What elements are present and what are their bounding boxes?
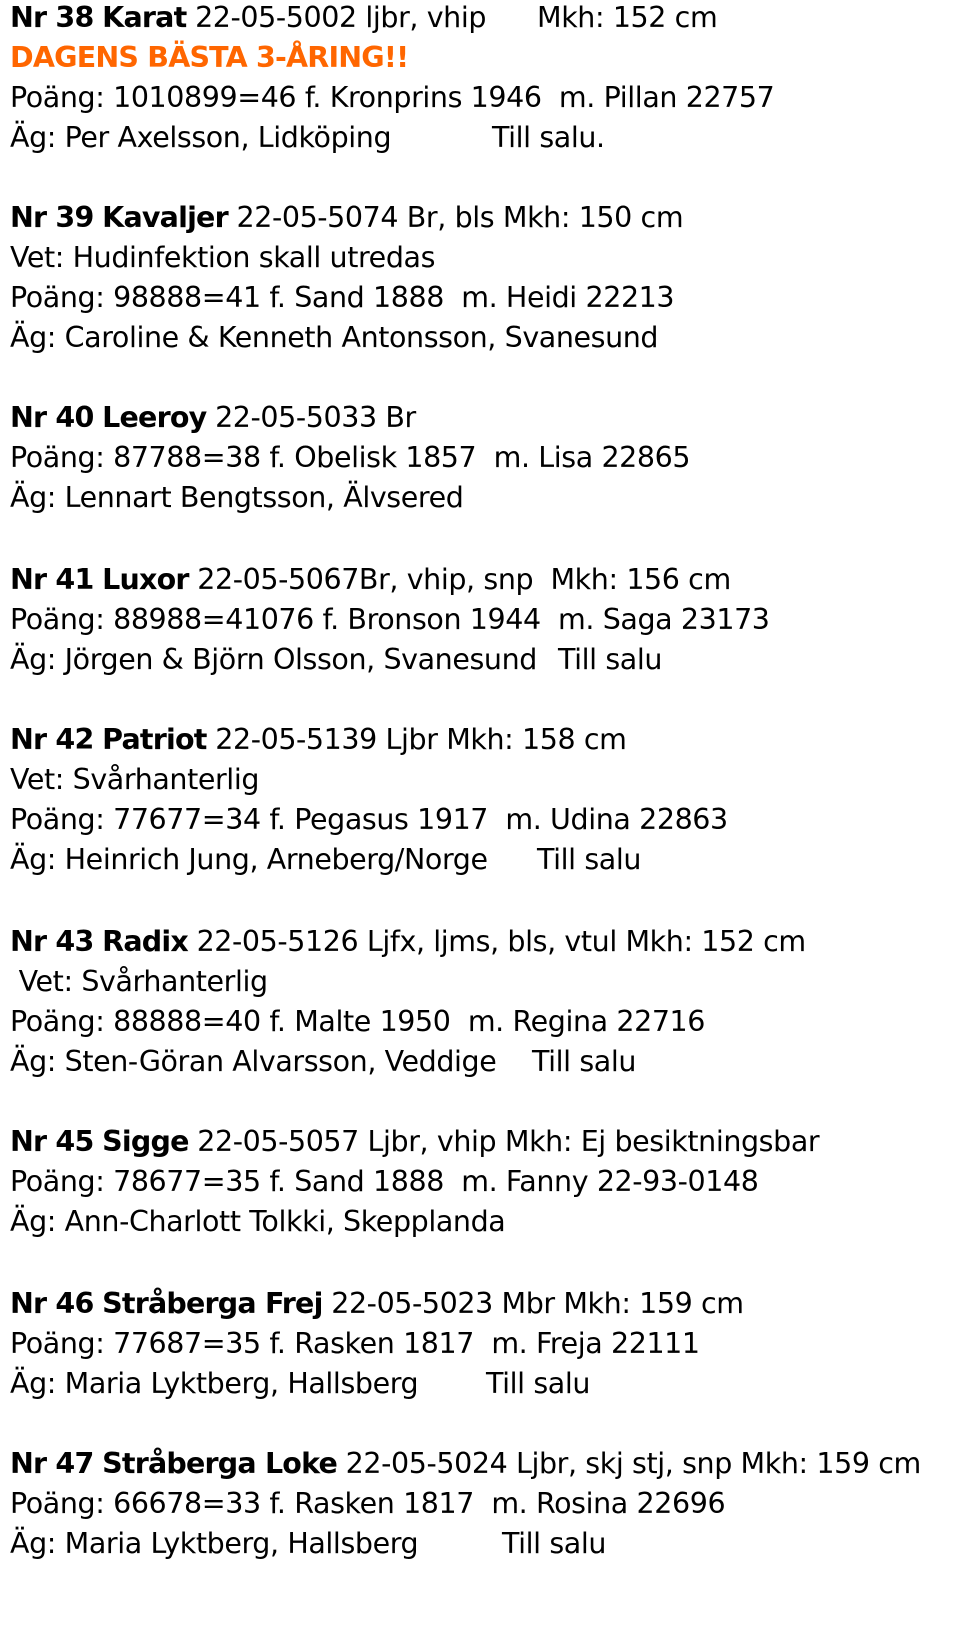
entry-38-points: Poäng: 1010899=46 f. Kronprins 1946 m. Pillan 22757 <box>10 81 775 114</box>
for-sale-label: Till salu <box>537 843 642 876</box>
horse-name: Radix <box>102 925 188 958</box>
entry-number: Nr 42 <box>10 723 94 756</box>
entry-42-owner <box>10 840 642 880</box>
owner-text: Äg: Sten-Göran Alvarsson, Veddige <box>10 1045 497 1078</box>
entry-46-points: Poäng: 77687=35 f. Rasken 1817 m. Freja 22111 <box>10 1327 700 1360</box>
entry-number: Nr 46 <box>10 1287 94 1320</box>
horse-height: Mkh: 152 cm <box>537 1 718 34</box>
entry-46-heading <box>10 1284 744 1324</box>
entry-38-heading <box>10 0 718 38</box>
entry-42-points: Poäng: 77677=34 f. Pegasus 1917 m. Udina 22863 <box>10 803 728 836</box>
entry-43-points: Poäng: 88888=40 f. Malte 1950 m. Regina 22716 <box>10 1005 706 1038</box>
entry-number: Nr 43 <box>10 925 94 958</box>
entry-38-highlight: DAGENS BÄSTA 3-ÅRING!! <box>10 41 409 74</box>
entry-46-owner <box>10 1364 591 1404</box>
horse-details: 22-05-5023 Mbr Mkh: 159 cm <box>322 1287 744 1320</box>
owner-text: Äg: Maria Lyktberg, Hallsberg <box>10 1367 419 1400</box>
entry-42-vet: Vet: Svårhanterlig <box>10 763 260 796</box>
entry-45-owner: Äg: Ann-Charlott Tolkki, Skepplanda <box>10 1205 506 1238</box>
entry-45-points: Poäng: 78677=35 f. Sand 1888 m. Fanny 22-93-0148 <box>10 1165 759 1198</box>
entry-39-vet: Vet: Hudinfektion skall utredas <box>10 241 436 274</box>
horse-details: 22-05-5139 Ljbr Mkh: 158 cm <box>206 723 627 756</box>
entry-47-points: Poäng: 66678=33 f. Rasken 1817 m. Rosina 22696 <box>10 1487 726 1520</box>
horse-details: 22-05-5033 Br <box>206 401 416 434</box>
entry-40-heading <box>10 398 416 438</box>
entry-number: Nr 45 <box>10 1125 94 1158</box>
owner-text: Äg: Jörgen & Björn Olsson, Svanesund <box>10 643 537 676</box>
horse-name: Kavaljer <box>102 201 228 234</box>
entry-39-owner: Äg: Caroline & Kenneth Antonsson, Svanesund <box>10 321 659 354</box>
entry-43-heading <box>10 922 806 962</box>
horse-details: 22-05-5057 Ljbr, vhip Mkh: Ej besiktningsbar <box>188 1125 820 1158</box>
owner-text: Äg: Heinrich Jung, Arneberg/Norge <box>10 843 488 876</box>
horse-details: 22-05-5074 Br, bls Mkh: 150 cm <box>227 201 684 234</box>
horse-name: Stråberga Frej <box>102 1287 323 1320</box>
horse-details: 22-05-5067Br, vhip, snp Mkh: 156 cm <box>188 563 731 596</box>
entry-39-heading <box>10 198 683 238</box>
entry-47-owner <box>10 1524 607 1564</box>
entry-39-points: Poäng: 98888=41 f. Sand 1888 m. Heidi 22213 <box>10 281 675 314</box>
entry-45-heading <box>10 1122 819 1162</box>
entry-40-owner: Äg: Lennart Bengtsson, Älvsered <box>10 481 464 514</box>
horse-details: 22-05-5126 Ljfx, ljms, bls, vtul Mkh: 152 cm <box>187 925 806 958</box>
horse-details: 22-05-5002 ljbr, vhip <box>186 1 487 34</box>
for-sale-label: Till salu <box>558 643 663 676</box>
entry-number: Nr 39 <box>10 201 94 234</box>
entry-41-points: Poäng: 88988=41076 f. Bronson 1944 m. Saga 23173 <box>10 603 770 636</box>
entry-number: Nr 40 <box>10 401 94 434</box>
entry-42-heading <box>10 720 627 760</box>
entry-41-heading <box>10 560 731 600</box>
entry-41-owner <box>10 640 663 680</box>
horse-name: Sigge <box>102 1125 189 1158</box>
owner-text: Äg: Per Axelsson, Lidköping <box>10 121 392 154</box>
horse-name: Patriot <box>102 723 207 756</box>
for-sale-label: Till salu <box>502 1527 607 1560</box>
horse-name: Karat <box>102 1 187 34</box>
entry-40-points: Poäng: 87788=38 f. Obelisk 1857 m. Lisa 22865 <box>10 441 691 474</box>
horse-name: Luxor <box>102 563 189 596</box>
entry-number: Nr 38 <box>10 1 94 34</box>
entry-number: Nr 41 <box>10 563 94 596</box>
owner-text: Äg: Maria Lyktberg, Hallsberg <box>10 1527 419 1560</box>
horse-name: Stråberga Loke <box>102 1447 338 1480</box>
for-sale-label: Till salu. <box>492 121 605 154</box>
entry-47-heading <box>10 1444 921 1484</box>
entry-number: Nr 47 <box>10 1447 94 1480</box>
entry-43-owner <box>10 1042 637 1082</box>
for-sale-label: Till salu <box>532 1045 637 1078</box>
entry-38-owner <box>10 118 605 158</box>
horse-name: Leeroy <box>102 401 207 434</box>
horse-details: 22-05-5024 Ljbr, skj stj, snp Mkh: 159 cm <box>337 1447 921 1480</box>
entry-43-vet: Vet: Svårhanterlig <box>10 965 268 998</box>
for-sale-label: Till salu <box>486 1367 591 1400</box>
